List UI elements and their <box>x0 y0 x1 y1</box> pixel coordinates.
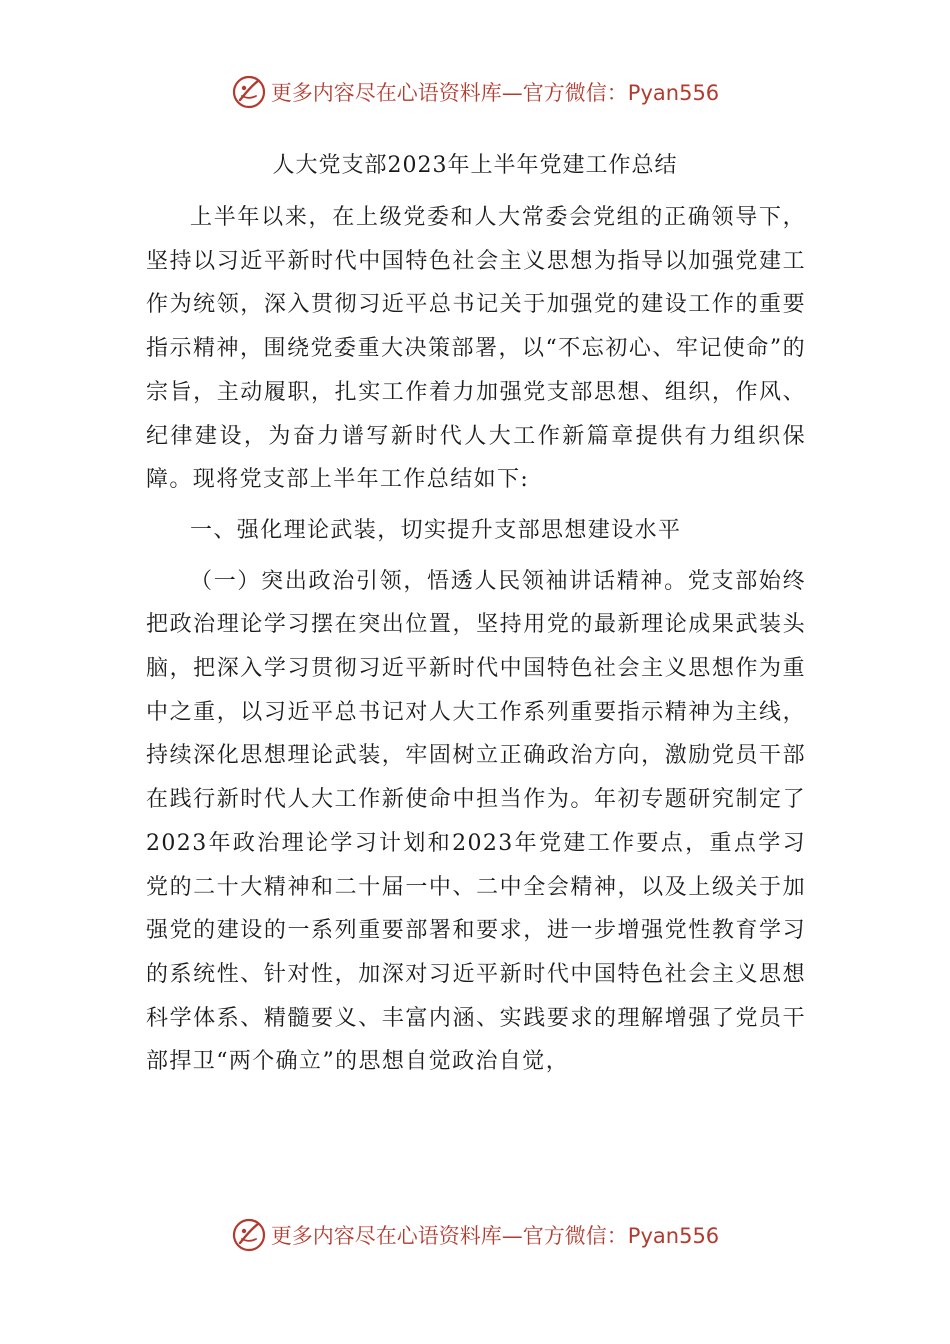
footer-banner <box>0 1213 950 1257</box>
intro-paragraph: 上半年以来，在上级党委和人大常委会党组的正确领导下，坚持以习近平新时代中国特色社会主义思想为指导以加强党建工作为统领，深入贯彻习近平总书记关于加强党的建设工作的重要指示精神，围绕党委重大决策部署，以“不忘初心、牢记使命”的宗旨，主动履职，扎实工作着力加强党支部思想、组织，作风、纪律建设，为奋力谱写新时代人大工作新篇章提供有力组织保障。现将党支部上半年工作总结如下: <box>146 205 806 493</box>
section-paragraph: （一）突出政治引领，悟透人民领袖讲话精神。党支部始终把政治理论学习摆在突出位置，坚持用党的最新理论成果武装头脑，把深入学习贯彻习近平新时代中国特色社会主义思想作为重中之重，以习近平总书记对人大工作系列重要指示精神为主线，持续深化思想理论武装，牢固树立正确政治方向，激励党员干部在践行新时代人大工作新使命中担当作为。年初专题研究制定了2023年政治理论学习计划和2023年党建工作要点，重点学习党的二十大精神和二十届一中、二中全会精神，以及上级关于加强党的建设的一系列重要部署和要求，进一步增强党性教育学习的系统性、针对性，加深对习近平新时代中国特色社会主义思想科学体系、精髓要义、丰富内涵、实践要求的理解增强了党员干部捍卫“两个确立”的思想自觉政治自觉， <box>146 568 806 1075</box>
banner-text: 更多内容尽在心语资料库—官方微信：Pyan556 <box>270 81 720 105</box>
section-heading: 一、强化理论武装，切实提升支部思想建设水平 <box>190 517 682 543</box>
pen-logo-icon <box>231 74 267 110</box>
pen-logo-icon <box>231 1217 267 1253</box>
banner-text: 更多内容尽在心语资料库—官方微信：Pyan556 <box>270 1224 720 1248</box>
header-banner <box>0 70 950 114</box>
document-body <box>146 196 806 1084</box>
document-title: 人大党支部2023年上半年党建工作总结 <box>272 153 678 178</box>
